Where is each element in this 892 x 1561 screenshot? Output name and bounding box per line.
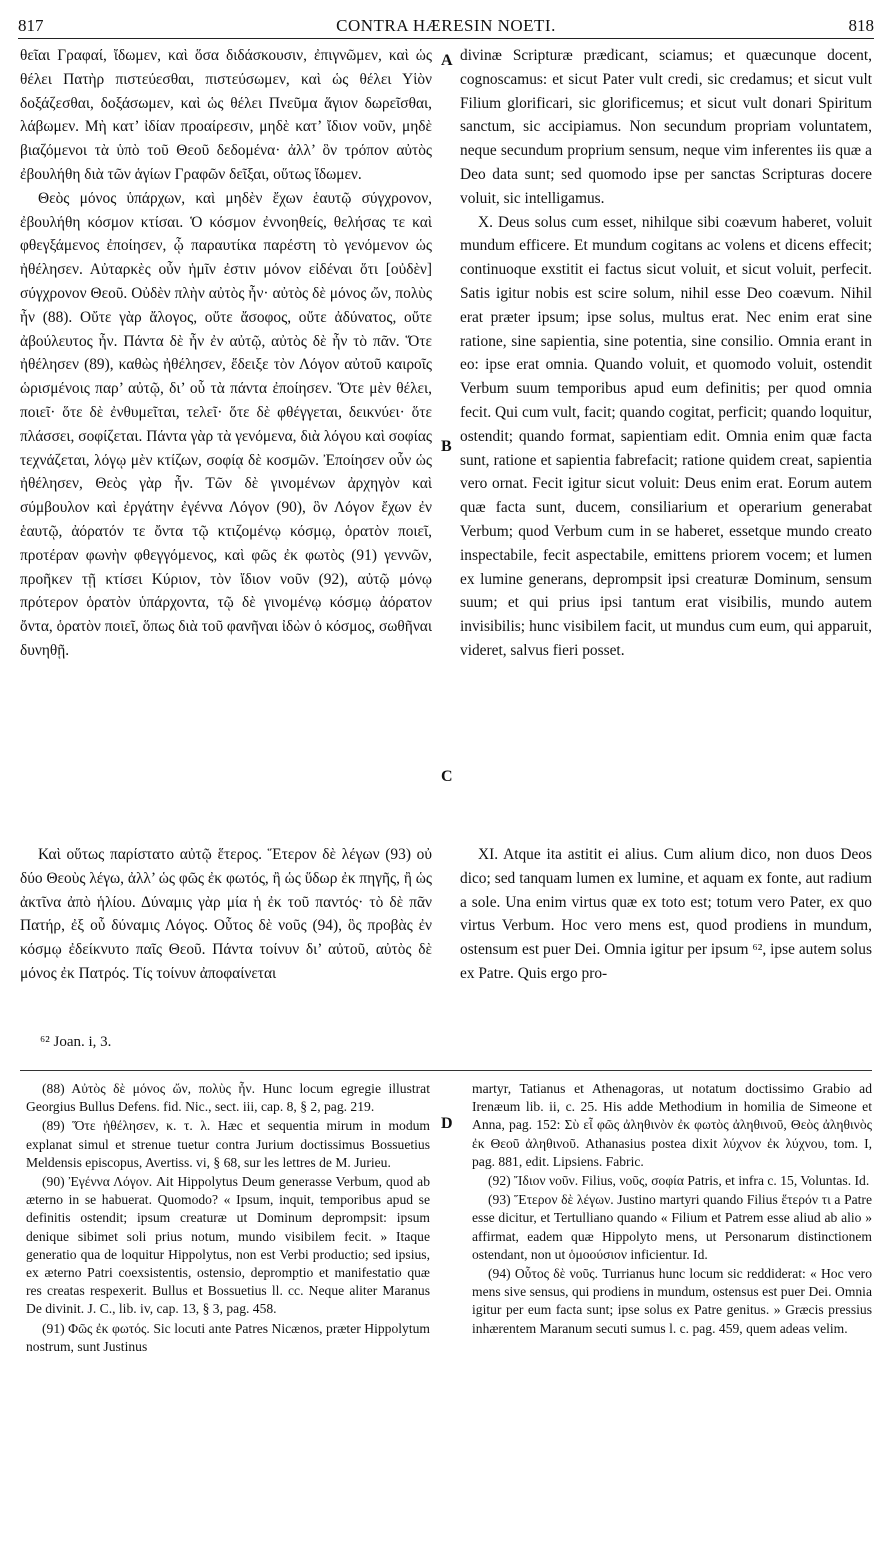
greek-paragraph: θεῖαι Γραφαί, ἴδωμεν, καὶ ὅσα διδάσκουσιν, ἐπιγνῶμεν, καὶ ὡς θέλει Πατὴρ πιστεύεσθαι, πιστεύσωμεν, καὶ ὡς θέλει Υἱὸν δοξάζεσθαι, δοξάσωμεν, καὶ ὡς θέλει Πνεῦμα ἅγιον δωρεῖσθαι, λάβωμεν. Μὴ κατ’ ἰδίαν προαίρεσιν, μηδὲ κατ’ ἴδιον νοῦν, μηδὲ βιαζόμενοι τὰ ὑπὸ τοῦ Θεοῦ δεδομένα· ἀλλ’ ὃν τρόπον αὐτὸς ἐβουλήθη διὰ τῶν ἁγίων Γραφῶν δεῖξαι, οὕτως ἴδωμεν. bbox=[20, 47, 432, 183]
notes-divider bbox=[20, 1070, 872, 1071]
note-89: (89) Ὅτε ἠθέλησεν, κ. τ. λ. Hæc et sequentia mirum in modum explanat simul et strenue tuetur contra Jurium doctissimus Bossuetius Meldensis episcopus, Avertiss. vi, § 68, sur les lettres de M. Jurieu. bbox=[26, 1118, 430, 1170]
running-title: CONTRA HÆRESIN NOETI. bbox=[336, 16, 556, 35]
latin-paragraph: divinæ Scripturæ prædicant, sciamus; et quæcunque docent, cognoscamus: et sicut Pater vult credi, sic credamus; et sicut vult Filium glorificari, sic glorificemus; et sicut vult donari Spiritum sanctum, sic accipiamus. Non secundum propriam voluntatem, neque secundum proprium sensum, neque vim inferentes iis quæ a Deo data sunt; sed quomodo ipse per sanctas Scripturas docere voluit, sic intelligamus. bbox=[460, 47, 872, 207]
notes-column-left bbox=[26, 1080, 430, 1357]
latin-column-top bbox=[460, 44, 872, 663]
running-header bbox=[18, 14, 874, 39]
note-91-continued: martyr, Tatianus et Athenagoras, ut notatum doctissimo Grabio ad Irenæum lib. ii, c. 25. His adde Methodium in homilia de Simeone et Anna, pag. 152: Σὺ εἶ φῶς ἀληθινὸν ἐκ φωτὸς ἀληθινοῦ, Θεὸς ἀληθινὸς ἐκ Θεοῦ ἀληθινοῦ. Athanasius postea dixit λύχνον ἐκ λύχνου, tom. I, pag. 881, edit. Lipsiens. Fabric. bbox=[472, 1081, 872, 1169]
margin-mark-a: A bbox=[441, 52, 453, 69]
greek-column-top bbox=[20, 44, 432, 663]
note-91: (91) Φῶς ἐκ φωτός. Sic locuti ante Patres Nicænos, præter Hippolytum nostrum, sunt Justinus bbox=[26, 1320, 430, 1354]
greek-column-middle bbox=[20, 843, 432, 986]
latin-column-middle bbox=[460, 843, 872, 986]
greek-paragraph: Καὶ οὕτως παρίστατο αὐτῷ ἕτερος. Ἕτερον δὲ λέγων (93) οὐ δύο Θεοὺς λέγω, ἀλλ’ ὡς φῶς ἐκ φωτός, ἢ ὡς ὕδωρ ἐκ πηγῆς, ἢ ὡς ἀκτῖνα ἀπὸ ἡλίου. Δύναμις γὰρ μία ἡ ἐκ τοῦ παντός· τὸ δὲ πᾶν Πατήρ, ἐξ οὗ δύναμις Λόγος. Οὗτος δὲ νοῦς (94), ὃς προβὰς ἐν κόσμῳ ἐδείκνυτο παῖς Θεοῦ. Πάντα τοίνυν δι’ αὐτοῦ, αὐτὸς δὲ μόνος ἐκ Πατρός. Τίς τοίνυν ἀποφαίνεται bbox=[20, 846, 432, 982]
page-number-left: 817 bbox=[18, 16, 44, 35]
margin-mark-c: C bbox=[441, 768, 453, 785]
latin-paragraph: X. Deus solus cum esset, nihilque sibi coævum haberet, voluit mundum efficere. Et mundum cogitans ac volens et dicens effecit; continuoque exstitit ei factus sicut voluit, et sicut voluit, perfecit. Satis igitur nobis est scire solum, nihil esse Deo coævum. Nihil erat præter ipsum; ipse solus, multus erat. Nec enim erat sine ratione, sine sapientia, sine potentia, sine consilio. Omnia erant in eo: ipse erat omnia. Quando voluit, et quomodo voluit, ostendit Verbum suum temporibus apud eum definitis; per quod omnia fecit. Qui cum vult, facit; quando cogitat, perficit; quando loquitur, ostendit; quando format, sapientiam edit. Omnia enim quæ facta sunt, ratione et sapientia fabrefacit; ratione quidem creat, sapientia vero ornat. Fecit igitur sicut voluit: Deus enim erat. Eorum autem quæ facta sunt, ducem, consiliarium et operarium generabat Verbum; quod Verbum cum in se haberet, essetque mundo creato inspectabile, fecit aspectabile, emittens priorem vocem; et lumen ex lumine generans, deprompsit ipsi creaturæ Dominum, sensum suum; et qui prius ipsi tantum erat visibilis, mundo autem invisibilis; hunc visibilem facit, ut mundus cum eum, qui apparuit, videret, salvus fieri posset. bbox=[460, 213, 872, 659]
margin-mark-b: B bbox=[441, 438, 452, 455]
note-92: (92) Ἴδιον νοῦν. Filius, νοῦς, σοφία Patris, et infra c. 15, Voluntas. Id. bbox=[488, 1173, 870, 1189]
latin-paragraph: XI. Atque ita astitit ei alius. Cum alium dico, non duos Deos dico; sed tanquam lumen ex lumine, et aquam ex fonte, aut radium a sole. Una enim virtus quæ ex toto est; totum vero Pater, ex quo virtus Verbum. Hoc vero mens est, quod prodiens in mundum, ostensum est puer Dei. Omnia igitur per ipsum ⁶², ipse autem solus ex Patre. Quis ergo pro- bbox=[460, 846, 872, 982]
scripture-footnote: ⁶² Joan. i, 3. bbox=[40, 1034, 112, 1050]
note-88: (88) Αὐτὸς δὲ μόνος ὤν, πολὺς ἦν. Hunc locum egregie illustrat Georgius Bullus Defens. fid. Nic., sect. iii, cap. 8, § 2, pag. 219. bbox=[26, 1081, 430, 1115]
notes-column-right bbox=[472, 1080, 872, 1339]
greek-paragraph: Θεὸς μόνος ὑπάρχων, καὶ μηδὲν ἔχων ἑαυτῷ σύγχρονον, ἐβουλήθη κόσμον κτίσαι. Ὁ κόσμον ἐννοηθείς, θελήσας τε καὶ φθεγξάμενος ἐποίησεν, ᾧ παραυτίκα παρέστη τὸ γενόμενον ὡς ἠθέλησεν. Αὐταρκὲς οὖν ἡμῖν ἐστιν μόνον εἰδέναι ὅτι [οὐδὲν] σύγχρονον Θεοῦ. Οὐδὲν πλὴν αὐτὸς ἦν· αὐτὸς δὲ μόνος ὤν, πολὺς ἦν (88). Οὔτε γὰρ ἄλογος, οὔτε ἄσοφος, οὔτε ἀδύνατος, οὔτε ἀβούλευτος ἦν. Πάντα δὲ ἦν ἐν αὐτῷ, αὐτὸς δὲ ἦν τὸ πᾶν. Ὅτε ἠθέλησεν (89), καθὼς ἠθέλησεν, ἔδειξε τὸν Λόγον αὐτοῦ καιροῖς ὡρισμένοις παρ’ αὐτῷ, δι’ οὗ τὰ πάντα ἐποίησεν. Ὅτε μὲν θέλει, ποιεῖ· ὅτε δὲ ἐνθυμεῖται, τελεῖ· ὅτε δὲ φθέγγεται, δεικνύει· ὅτε πλάσσει, σοφίζεται. Πάντα γὰρ τὰ γενόμενα, διὰ λόγου καὶ σοφίας τεχνάζεται, λόγῳ μὲν κτίζων, σοφίᾳ δὲ κοσμῶν. Ἐποίησεν οὖν ὡς ἠθέλησεν, Θεὸς γὰρ ἦν. Τῶν δὲ γινομένων ἀρχηγὸν καὶ σύμβουλον καὶ ἐργάτην ἐγέννα Λόγον (90), ὃν Λόγον ἔχων ἐν ἑαυτῷ, ἀόρατόν τε ὄντα τῷ κτιζομένῳ κόσμῳ, ὁρατὸν ποιεῖ, προτέραν φωνὴν φθεγγόμενος, καὶ φῶς ἐκ φωτὸς (91) γεννῶν, προῆκεν τῇ κτίσει Κύριον, τὸν ἴδιον νοῦν (92), αὐτῷ μόνῳ πρότερον ὁρατὸν ὑπάρχοντα, τῷ δὲ γινομένῳ κόσμῳ ἀόρατον ὄντα, ὁρατὸν ποιεῖ, ὅπως διὰ τοῦ φανῆναι ἰδὼν ὁ κόσμος, σωθῆναι δυνηθῇ. bbox=[20, 189, 432, 659]
page-number-right: 818 bbox=[848, 16, 874, 35]
note-90: (90) Ἐγέννα Λόγον. Ait Hippolytus Deum generasse Verbum, quod ab æterno in se habuerat. Quomodo? « Ipsum, inquit, temporibus apud se definitis ostendit; ipsum creaturæ ut Dominum deprompsit: ipsum denique sibimet soli prius notum, mundo visibilem fecit. » Itaque generatio qua de loquitur Hippolytus, non est Verbi productio; sed ipsius, ex æterno Patri coexsistentis, ostensio, depromptio et manifestatio quæ res creatas respexerit. Bullus et Bossuetius ll. cc. Neque aliter Maranus De divinit. J. C., lib. iv, cap. 13, § 3, pag. 458. bbox=[26, 1174, 430, 1317]
note-94: (94) Οὗτος δὲ νοῦς. Turrianus hunc locum sic reddiderat: « Hoc vero mens sive sensus, qui prodiens in mundum, ostensus est puer Dei. Omnia igitur per eum facta sunt; ipse solus ex Patre genitus. » Græcis pressius inhærentem Maranum secuti sumus l. c. pag. 459, quem adeas velim. bbox=[472, 1266, 872, 1336]
margin-mark-d: D bbox=[441, 1115, 453, 1132]
note-93: (93) Ἕτερον δὲ λέγων. Justino martyri quando Filius ἕτερόν τι a Patre esse dicitur, et Tertulliano quando « Filium et Patrem esse aliud ab alio » affirmat, eadem quæ Hippolyto mens, ut Personarum distinctionem ostendant, non ut ὁμοούσιον inficientur. Id. bbox=[472, 1192, 872, 1262]
